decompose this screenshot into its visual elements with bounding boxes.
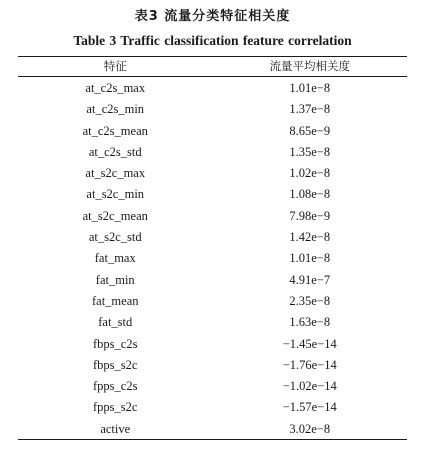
correlation-cell: 4.91e−7 — [289, 272, 331, 287]
correlation-cell: 8.65e−9 — [289, 123, 331, 138]
table-caption-english: Table 3 Traffic classification feature correlation — [73, 33, 352, 48]
correlation-cell: 1.42e−8 — [289, 230, 331, 245]
header-feature: 特征 — [103, 59, 127, 73]
table-row — [18, 270, 407, 291]
feature-cell: at_c2s_max — [85, 81, 146, 95]
feature-cell: fpps_c2s — [93, 379, 138, 394]
table-row — [18, 99, 407, 120]
table-row — [18, 184, 407, 205]
table-row — [18, 376, 407, 397]
correlation-cell: 1.37e−8 — [289, 102, 331, 117]
table-row — [18, 397, 407, 418]
table-row — [18, 121, 407, 142]
correlation-cell: 1.63e−8 — [289, 315, 331, 330]
feature-cell: at_s2c_max — [85, 166, 146, 181]
table-row — [18, 227, 407, 248]
feature-cell: fat_min — [95, 272, 135, 287]
table-caption-chinese: 表3 流量分类特征相关度 — [134, 9, 291, 24]
correlation-cell: −1.45e−14 — [282, 336, 337, 351]
feature-cell: fat_max — [94, 251, 136, 266]
table-row — [18, 163, 407, 184]
feature-cell: fbps_c2s — [93, 336, 138, 351]
table-header-row — [18, 57, 407, 76]
correlation-cell: 1.08e−8 — [289, 187, 331, 202]
table-bottom-rule — [18, 439, 407, 440]
correlation-cell: 3.02e−8 — [289, 421, 331, 436]
feature-cell: fbps_s2c — [93, 357, 138, 372]
table-row — [18, 419, 407, 440]
feature-cell: at_c2s_mean — [82, 123, 148, 138]
correlation-cell: 2.35e−8 — [289, 293, 331, 308]
table-row — [18, 142, 407, 163]
correlation-cell: 1.01e−8 — [289, 251, 331, 266]
table-row — [18, 355, 407, 376]
correlation-cell: 7.98e−9 — [289, 208, 331, 223]
correlation-cell: 1.35e−8 — [289, 144, 331, 159]
table-row — [18, 291, 407, 312]
table-row — [18, 206, 407, 227]
header-avg-correlation: 流量平均相关度 — [269, 59, 350, 73]
feature-cell: at_c2s_min — [86, 102, 145, 117]
feature-cell: fat_std — [98, 315, 133, 330]
correlation-cell: 1.01e−8 — [289, 81, 331, 95]
feature-cell: at_s2c_min — [86, 187, 145, 202]
correlation-cell: −1.57e−14 — [282, 400, 337, 415]
correlation-cell: −1.02e−14 — [282, 379, 337, 394]
table-row — [18, 78, 407, 99]
feature-cell: at_s2c_mean — [82, 208, 148, 223]
table-row — [18, 334, 407, 355]
table-row — [18, 312, 407, 333]
correlation-cell: −1.76e−14 — [282, 357, 337, 372]
table-body — [18, 78, 407, 440]
feature-cell: at_s2c_std — [88, 230, 142, 245]
feature-cell: at_c2s_std — [88, 144, 142, 159]
feature-cell: fat_mean — [91, 293, 139, 308]
feature-cell: fpps_s2c — [93, 400, 138, 415]
table-header-rule — [18, 76, 407, 77]
correlation-cell: 1.02e−8 — [289, 166, 331, 181]
feature-cell: active — [100, 421, 131, 436]
table-row — [18, 248, 407, 269]
